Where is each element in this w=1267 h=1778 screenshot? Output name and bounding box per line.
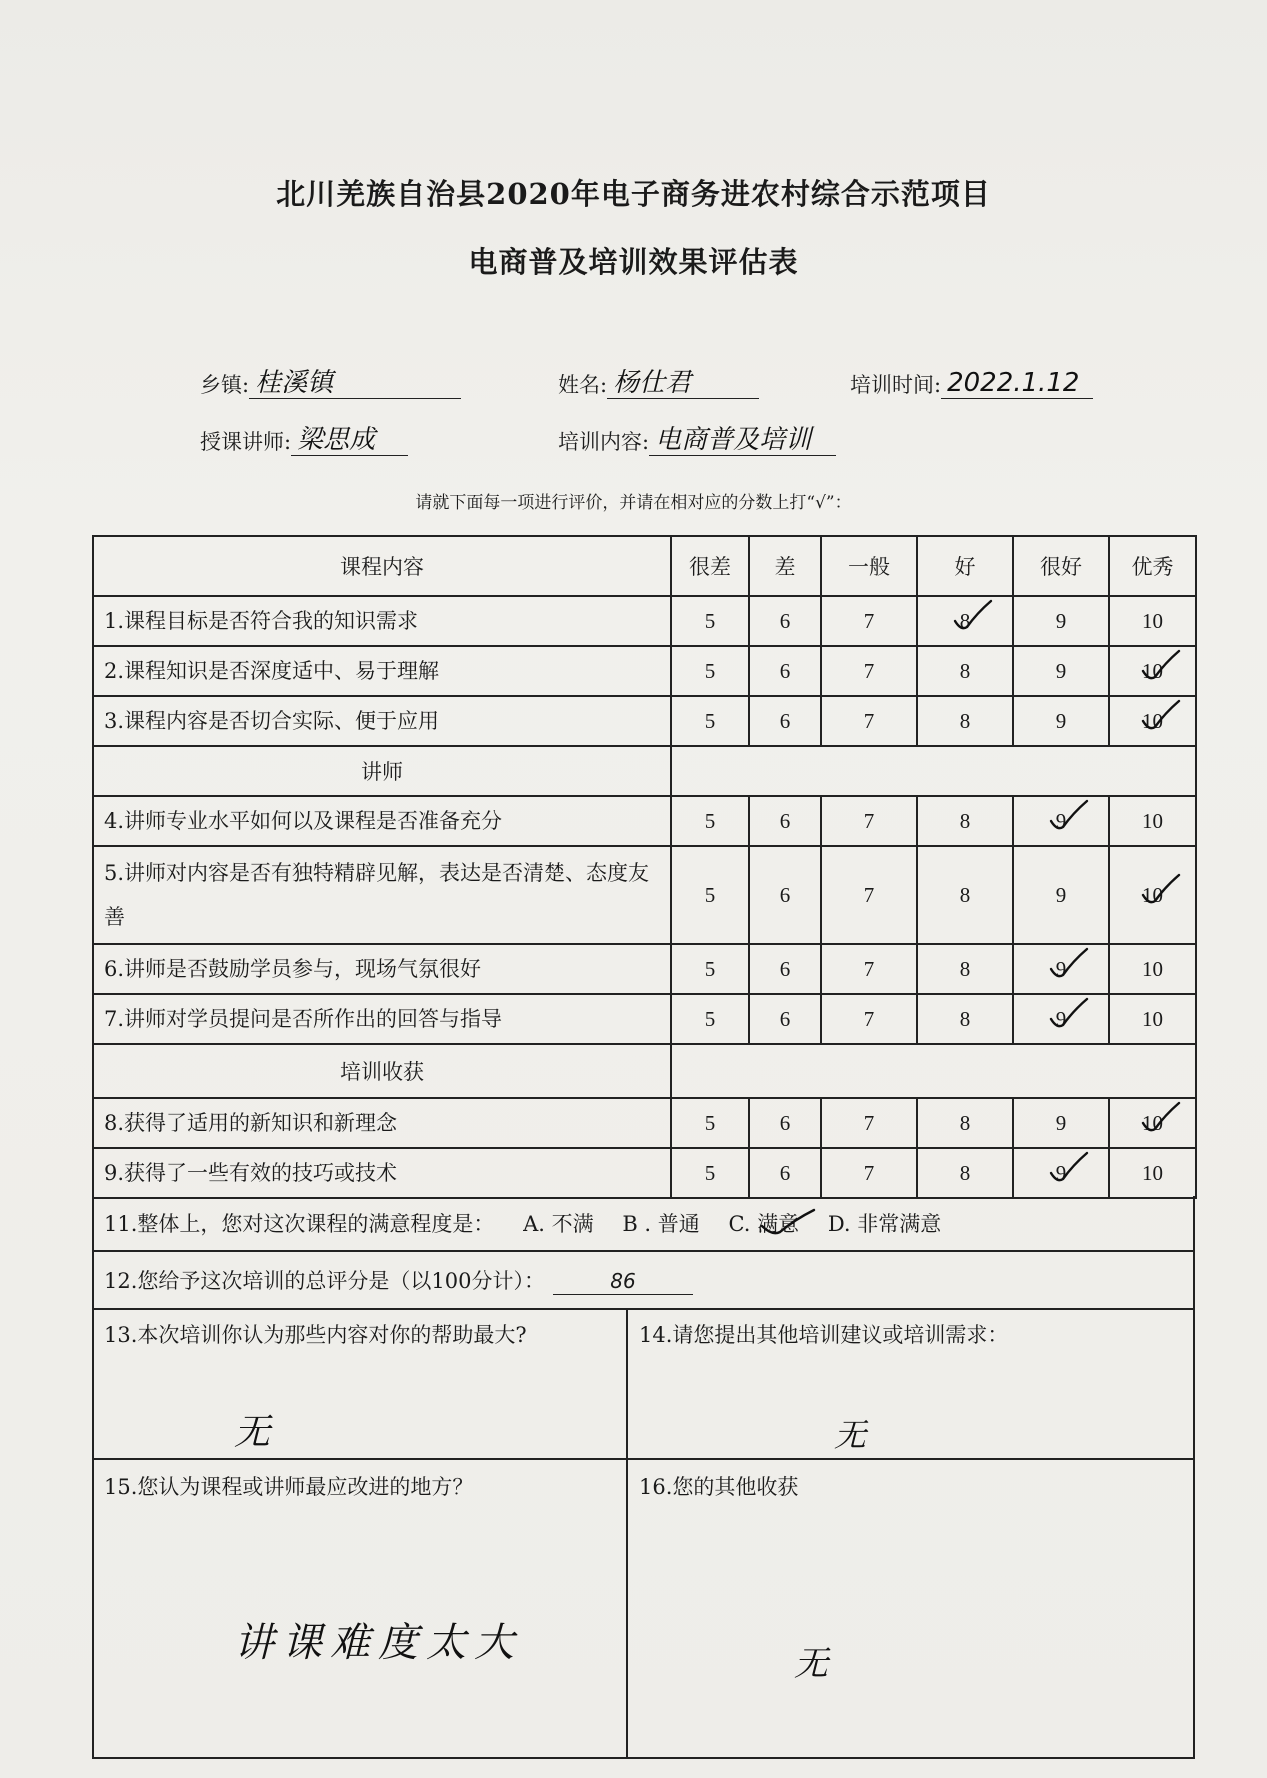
score-value: 5 xyxy=(704,708,716,733)
score-cell-9[interactable] xyxy=(1013,1098,1109,1148)
score-cell-5[interactable] xyxy=(671,646,749,696)
question-cell: 5.讲师对内容是否有独特精辟见解，表达是否清楚、态度友善 xyxy=(93,846,671,944)
table-row xyxy=(93,1098,1196,1148)
score-value: 6 xyxy=(779,1160,791,1185)
table-row xyxy=(93,696,1196,746)
score-cell-5[interactable] xyxy=(671,696,749,746)
score-cell-7[interactable] xyxy=(821,846,917,944)
score-value: 8 xyxy=(959,1006,971,1031)
score-cell-8[interactable] xyxy=(917,796,1013,846)
township-value[interactable]: 桂溪镇 xyxy=(249,368,461,399)
score-cell-8[interactable] xyxy=(917,994,1013,1044)
q11-text: 11.整体上，您对这次课程的满意程度是： xyxy=(104,1212,495,1236)
score-value: 10 xyxy=(1142,608,1163,633)
table-row xyxy=(93,994,1196,1044)
score-value: 9 xyxy=(1055,956,1067,981)
check-mark-icon xyxy=(951,597,995,633)
section-teacher: 讲师 xyxy=(93,746,671,796)
header-good: 好 xyxy=(917,536,1013,596)
score-value: 5 xyxy=(704,1006,716,1031)
section-row-teacher xyxy=(93,746,1196,796)
q11-option-c[interactable] xyxy=(728,1196,799,1252)
q11-option-c-label: C. 满意 xyxy=(728,1212,800,1236)
q15-answer[interactable]: 讲课难度太大 xyxy=(234,1620,522,1666)
score-cell-6[interactable] xyxy=(749,1148,821,1198)
score-value: 7 xyxy=(863,1006,875,1031)
score-cell-7[interactable] xyxy=(821,696,917,746)
score-value: 10 xyxy=(1142,808,1163,833)
score-cell-5[interactable] xyxy=(671,846,749,944)
table-row xyxy=(93,1148,1196,1198)
score-cell-6[interactable] xyxy=(749,796,821,846)
score-cell-10[interactable] xyxy=(1109,994,1196,1044)
score-value: 7 xyxy=(863,1110,875,1135)
q11-option-b[interactable]: B . 普通 xyxy=(622,1212,700,1236)
score-cell-10[interactable] xyxy=(1109,1098,1196,1148)
score-cell-7[interactable] xyxy=(821,1148,917,1198)
score-value: 9 xyxy=(1055,1110,1067,1135)
township-field xyxy=(200,368,461,399)
score-value: 5 xyxy=(704,882,716,907)
table-row xyxy=(93,944,1196,994)
score-cell-10[interactable] xyxy=(1109,696,1196,746)
question-cell: 2.课程知识是否深度适中、易于理解 xyxy=(93,646,671,696)
score-value: 9 xyxy=(1055,658,1067,683)
score-cell-5[interactable] xyxy=(671,944,749,994)
score-value: 8 xyxy=(959,608,971,633)
score-cell-6[interactable] xyxy=(749,1098,821,1148)
score-value: 7 xyxy=(863,882,875,907)
score-value: 6 xyxy=(779,956,791,981)
score-cell-7[interactable] xyxy=(821,1098,917,1148)
score-cell-5[interactable] xyxy=(671,994,749,1044)
teacher-value[interactable]: 梁思成 xyxy=(291,425,408,456)
score-value: 8 xyxy=(959,882,971,907)
bottom-horizontal-divider xyxy=(94,1458,1193,1460)
score-value: 5 xyxy=(704,658,716,683)
score-value: 5 xyxy=(704,808,716,833)
score-cell-7[interactable] xyxy=(821,646,917,696)
score-value: 9 xyxy=(1055,708,1067,733)
q12-text: 12.您给予这次培训的总评分是（以100分计）： xyxy=(104,1269,545,1293)
score-cell-5[interactable] xyxy=(671,1098,749,1148)
score-cell-9[interactable] xyxy=(1013,1148,1109,1198)
score-value: 6 xyxy=(779,808,791,833)
q13-text: 13.本次培训你认为那些内容对你的帮助最大? xyxy=(104,1323,527,1347)
score-cell-8[interactable] xyxy=(917,1098,1013,1148)
score-cell-6[interactable] xyxy=(749,944,821,994)
score-value: 6 xyxy=(779,1006,791,1031)
score-value: 9 xyxy=(1055,608,1067,633)
section-gain: 培训收获 xyxy=(93,1044,671,1098)
score-value: 10 xyxy=(1142,1110,1163,1135)
training-content-field xyxy=(558,425,836,456)
score-value: 5 xyxy=(704,608,716,633)
score-value: 7 xyxy=(863,1160,875,1185)
question-cell: 9.获得了一些有效的技巧或技术 xyxy=(93,1148,671,1198)
score-cell-5[interactable] xyxy=(671,796,749,846)
score-cell-9[interactable] xyxy=(1013,696,1109,746)
table-row xyxy=(93,646,1196,696)
score-cell-9[interactable] xyxy=(1013,596,1109,646)
check-mark-icon xyxy=(1047,1149,1091,1185)
q11-option-a[interactable]: A. 不满 xyxy=(523,1212,594,1236)
score-value: 10 xyxy=(1142,956,1163,981)
q13-answer[interactable]: 无 xyxy=(234,1412,271,1453)
score-value: 7 xyxy=(863,808,875,833)
training-time-value[interactable]: 2022.1.12 xyxy=(941,368,1093,399)
score-cell-9[interactable] xyxy=(1013,796,1109,846)
q11-check-mark-icon xyxy=(758,1206,818,1242)
score-cell-8[interactable] xyxy=(917,696,1013,746)
township-label: 乡镇: xyxy=(200,373,250,397)
score-value: 10 xyxy=(1142,1160,1163,1185)
course-rows xyxy=(93,596,1196,746)
score-cell-6[interactable] xyxy=(749,994,821,1044)
q11-option-d[interactable]: D. 非常满意 xyxy=(827,1212,942,1236)
header-very-good: 很好 xyxy=(1013,536,1109,596)
score-value: 5 xyxy=(704,1160,716,1185)
score-cell-9[interactable] xyxy=(1013,994,1109,1044)
instruction-text: 请就下面每一项进行评价，并请在相对应的分数上打“√”： xyxy=(415,493,852,513)
score-value: 10 xyxy=(1142,708,1163,733)
header-poor: 差 xyxy=(749,536,821,596)
score-cell-7[interactable] xyxy=(821,796,917,846)
score-cell-10[interactable] xyxy=(1109,944,1196,994)
score-cell-6[interactable] xyxy=(749,696,821,746)
score-cell-8[interactable] xyxy=(917,1148,1013,1198)
score-cell-8[interactable] xyxy=(917,646,1013,696)
training-time-label: 培训时间: xyxy=(850,373,942,397)
score-cell-6[interactable] xyxy=(749,846,821,944)
check-mark-icon xyxy=(1047,797,1091,833)
score-value: 6 xyxy=(779,882,791,907)
score-value: 9 xyxy=(1055,808,1067,833)
score-cell-10[interactable] xyxy=(1109,1148,1196,1198)
training-content-value[interactable]: 电商普及培训 xyxy=(649,425,836,456)
rating-table xyxy=(92,535,1197,1199)
table-row xyxy=(93,796,1196,846)
name-field xyxy=(558,368,759,399)
score-value: 8 xyxy=(959,808,971,833)
score-cell-5[interactable] xyxy=(671,596,749,646)
question-cell: 6.讲师是否鼓励学员参与，现场气氛很好 xyxy=(93,944,671,994)
header-very-poor: 很差 xyxy=(671,536,749,596)
name-value[interactable]: 杨仕君 xyxy=(607,368,759,399)
score-value: 7 xyxy=(863,708,875,733)
score-value: 7 xyxy=(863,608,875,633)
question-cell: 8.获得了适用的新知识和新理念 xyxy=(93,1098,671,1148)
q16-answer[interactable]: 无 xyxy=(794,1644,828,1684)
q11-row xyxy=(94,1196,1193,1252)
section-row-gain xyxy=(93,1044,1196,1098)
score-value: 8 xyxy=(959,658,971,683)
score-cell-8[interactable] xyxy=(917,596,1013,646)
question-cell: 3.课程内容是否切合实际、便于应用 xyxy=(93,696,671,746)
training-time-field xyxy=(850,368,1093,399)
question-cell: 1.课程目标是否符合我的知识需求 xyxy=(93,596,671,646)
score-value: 6 xyxy=(779,1110,791,1135)
score-cell-8[interactable] xyxy=(917,846,1013,944)
score-cell-7[interactable] xyxy=(821,596,917,646)
score-value: 7 xyxy=(863,658,875,683)
score-cell-10[interactable] xyxy=(1109,846,1196,944)
score-cell-8[interactable] xyxy=(917,944,1013,994)
table-row xyxy=(93,846,1196,944)
q14-answer[interactable]: 无 xyxy=(834,1416,867,1454)
score-cell-6[interactable] xyxy=(749,596,821,646)
bottom-vertical-divider xyxy=(626,1310,628,1757)
header-course-content: 课程内容 xyxy=(93,536,671,596)
score-cell-10[interactable] xyxy=(1109,646,1196,696)
score-cell-10[interactable] xyxy=(1109,796,1196,846)
score-cell-7[interactable] xyxy=(821,944,917,994)
question-cell: 7.讲师对学员提问是否所作出的回答与指导 xyxy=(93,994,671,1044)
name-label: 姓名: xyxy=(558,373,608,397)
score-value: 10 xyxy=(1142,1006,1163,1031)
score-value: 6 xyxy=(779,708,791,733)
score-cell-7[interactable] xyxy=(821,994,917,1044)
score-cell-10[interactable] xyxy=(1109,596,1196,646)
table-row xyxy=(93,596,1196,646)
q12-score-value[interactable]: 86 xyxy=(553,1268,693,1295)
score-value: 6 xyxy=(779,658,791,683)
teacher-field xyxy=(200,425,408,456)
score-cell-9[interactable] xyxy=(1013,846,1109,944)
check-mark-icon xyxy=(1047,995,1091,1031)
section-gain-blank xyxy=(671,1044,1196,1098)
teacher-label: 授课讲师: xyxy=(200,430,292,454)
check-mark-icon xyxy=(1047,945,1091,981)
score-cell-9[interactable] xyxy=(1013,944,1109,994)
q14-text: 14.请您提出其他培训建议或培训需求： xyxy=(639,1323,1009,1347)
q16-text: 16.您的其他收获 xyxy=(639,1475,799,1499)
score-cell-5[interactable] xyxy=(671,1148,749,1198)
score-value: 9 xyxy=(1055,1006,1067,1031)
score-value: 7 xyxy=(863,956,875,981)
score-value: 8 xyxy=(959,956,971,981)
score-value: 8 xyxy=(959,1160,971,1185)
open-questions-section xyxy=(92,1196,1195,1759)
gain-rows xyxy=(93,1098,1196,1198)
form-title-line1: 北川羌族自治县2020年电子商务进农村综合示范项目 xyxy=(276,177,991,211)
score-value: 9 xyxy=(1055,1160,1067,1185)
section-teacher-blank xyxy=(671,746,1196,796)
table-header-row xyxy=(93,536,1196,596)
score-cell-6[interactable] xyxy=(749,646,821,696)
question-cell: 4.讲师专业水平如何以及课程是否准备充分 xyxy=(93,796,671,846)
teacher-rows xyxy=(93,796,1196,1044)
q12-row xyxy=(94,1252,1193,1310)
score-value: 8 xyxy=(959,1110,971,1135)
score-value: 6 xyxy=(779,608,791,633)
header-average: 一般 xyxy=(821,536,917,596)
score-value: 5 xyxy=(704,956,716,981)
header-excellent: 优秀 xyxy=(1109,536,1196,596)
score-value: 10 xyxy=(1142,882,1163,907)
training-content-label: 培训内容: xyxy=(558,430,650,454)
score-value: 9 xyxy=(1055,882,1067,907)
q15-text: 15.您认为课程或讲师最应改进的地方？ xyxy=(104,1475,474,1499)
score-value: 8 xyxy=(959,708,971,733)
score-cell-9[interactable] xyxy=(1013,646,1109,696)
score-value: 10 xyxy=(1142,658,1163,683)
score-value: 5 xyxy=(704,1110,716,1135)
form-title-line2: 电商普及培训效果评估表 xyxy=(468,245,799,279)
